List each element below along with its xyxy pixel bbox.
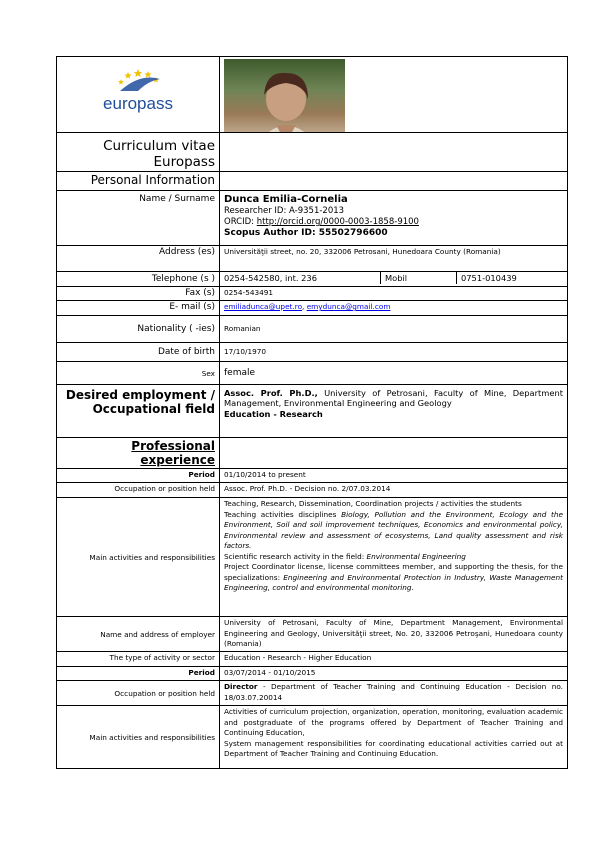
experience-title: Professional experience — [57, 438, 220, 469]
job2-occupation-label: Occupation or position held — [57, 681, 220, 706]
job1-act-line2-pre: Teaching activities disciplines — [224, 509, 342, 519]
job1-act-line3-italic: Environmental Engineering — [366, 551, 466, 561]
telephone-value: 0254-542580, int. 236 — [224, 273, 317, 283]
nationality-row — [57, 316, 568, 343]
job2-occupation-row — [57, 681, 568, 706]
email-label: E- mail (s) — [57, 301, 220, 316]
mobile-value: 0751-010439 — [457, 272, 568, 284]
researcher-id: Researcher ID: A-9351-2013 — [224, 206, 345, 216]
job2-period-value: 03/07/2014 - 01/10/2015 — [220, 667, 568, 681]
email-value — [220, 301, 568, 316]
telephone-cell — [220, 272, 568, 287]
email-link-2[interactable]: emydunca@gmail.com — [306, 302, 391, 311]
sex-value: female — [220, 362, 568, 385]
photo-cell — [220, 57, 568, 133]
title-row — [57, 133, 568, 172]
personal-info-row — [57, 172, 568, 191]
dob-label: Date of birth — [57, 343, 220, 362]
orcid — [224, 217, 563, 228]
photo-continuation — [220, 133, 568, 172]
job2-activities-row — [57, 706, 568, 769]
email-link-1[interactable]: emiliadunca@upet.ro — [224, 302, 303, 311]
job1-activities-row — [57, 498, 568, 617]
fax-value: 0254-543491 — [220, 287, 568, 301]
experience-title-row — [57, 438, 568, 469]
job1-period-row — [57, 469, 568, 483]
job1-act-line4-end: . — [411, 583, 414, 592]
job2-activities-label: Main activities and responsibilities — [57, 706, 220, 769]
job1-act-line3 — [224, 552, 563, 563]
job1-act-line2 — [224, 510, 563, 552]
desired-label: Desired employment / Occupational field — [57, 385, 220, 438]
dob-value: 17/10/1970 — [220, 343, 568, 362]
profile-photo — [224, 59, 345, 133]
job1-sector-row — [57, 652, 568, 667]
job2-act-line2: System management responsibilities for coordinating educational activities carried out at Department of Teacher Training and Continuing Education. — [224, 738, 563, 758]
sex-label: Sex — [57, 362, 220, 385]
address-value: Universităţii street, no. 20, 332006 Petrosani, Hunedoara County (Romania) — [220, 246, 568, 272]
job1-act-line4-italic: Engineering and Environmental Protection in Industry, Waste Management Engineering, control and environmental monitoring — [224, 572, 563, 592]
job1-occupation-label: Occupation or position held — [57, 483, 220, 498]
job1-period-label: Period — [57, 469, 220, 483]
orcid-link[interactable]: http://orcid.org/0000-0003-1858-9100 — [256, 217, 419, 227]
job2-period-label: Period — [57, 667, 220, 681]
logo-cell — [57, 57, 220, 133]
job1-act-line1: Teaching, Research, Dissemination, Coordination projects / activities the students — [224, 499, 522, 508]
full-name: Dunca Emilia-Cornelia — [224, 194, 348, 205]
name-value — [220, 191, 568, 246]
scopus-id: Scopus Author ID: 55502796600 — [224, 228, 388, 238]
email-separator: , — [302, 302, 307, 311]
job1-act-line3-pre: Scientific research activity in the field: — [224, 551, 367, 561]
mobile-label: Mobil — [381, 272, 457, 284]
job2-act-line1: Activities of curriculum projection, organization, operation, monitoring, evaluation academic and postgraduate of the programs offered by Department of Teacher Training and Continuing Education, — [224, 707, 563, 737]
job1-sector-value: Education - Research - Higher Education — [220, 652, 568, 667]
desired-position-bold: Assoc. Prof. Ph.D., — [224, 388, 318, 398]
job2-occupation-bold: Director — [224, 682, 258, 691]
dob-row — [57, 343, 568, 362]
job1-employer-value: University of Petrosani, Faculty of Mine, Department Management, Environmental Engineering and Geology, Universităţii street, No. 20, 332006 Petroşani, Hunedoara county (Romania) — [220, 617, 568, 652]
job1-occupation-value: Assoc. Prof. Ph.D. - Decision no. 2/07.03.2014 — [220, 483, 568, 498]
job1-employer-row — [57, 617, 568, 652]
address-label: Address (es) — [57, 246, 220, 272]
job2-occupation-rest: - Department of Teacher Training and Continuing Education - Decision no. 18/03.07.20014 — [224, 682, 563, 702]
job1-activities-value — [220, 498, 568, 617]
telephone-inner — [220, 272, 567, 284]
fax-label: Fax (s) — [57, 287, 220, 301]
nationality-label: Nationality ( -ies) — [57, 316, 220, 343]
desired-field: Education - Research — [224, 408, 323, 419]
fax-row — [57, 287, 568, 301]
address-row — [57, 246, 568, 272]
name-row — [57, 191, 568, 246]
telephone-label: Telephone (s ) — [57, 272, 220, 287]
desired-position-rest: University of Petrosani, Faculty of Mine, Department Management, Environmental Engineering and Geology — [224, 388, 564, 409]
email-row — [57, 301, 568, 316]
header-row — [57, 57, 568, 133]
orcid-prefix: ORCID: — [224, 217, 257, 227]
job2-activities-value — [220, 706, 568, 769]
job2-occupation-value — [220, 681, 568, 706]
desired-value — [220, 385, 568, 438]
job1-sector-label: The type of activity or sector — [57, 652, 220, 667]
personal-info-title: Personal Information — [57, 172, 220, 191]
name-label: Name / Surname — [57, 191, 220, 246]
job1-act-line4-pre: Project Coordinator license, license committees member, and supporting the thesis, for the specializations: — [224, 562, 563, 582]
cv-title-line1: Curriculum vitae — [103, 138, 215, 154]
nationality-value: Romanian — [220, 316, 568, 343]
cv-title-line2: Europass — [153, 154, 215, 170]
telephone-row — [57, 272, 568, 287]
sex-row — [57, 362, 568, 385]
job1-activities-label: Main activities and responsibilities — [57, 498, 220, 617]
cv-title — [57, 133, 220, 172]
job1-period-value: 01/10/2014 to present — [220, 469, 568, 483]
logo-text: europass — [103, 94, 173, 113]
europass-logo — [90, 65, 186, 121]
desired-row — [57, 385, 568, 438]
cv-table — [56, 56, 568, 769]
job1-act-line2-italic: Biology, Pollution and the Environment, Ecology and the Environment, Soil and soil improvement techniques, Economics and environmental policy, Environmental review and assessment of ecosystems, Land quality assessment and risk factors. — [224, 509, 563, 550]
job1-occupation-row — [57, 483, 568, 498]
personal-info-empty — [220, 172, 568, 191]
job1-act-line4 — [224, 562, 563, 594]
job1-employer-label: Name and address of employer — [57, 617, 220, 652]
experience-title-empty — [220, 438, 568, 469]
job2-period-row — [57, 667, 568, 681]
